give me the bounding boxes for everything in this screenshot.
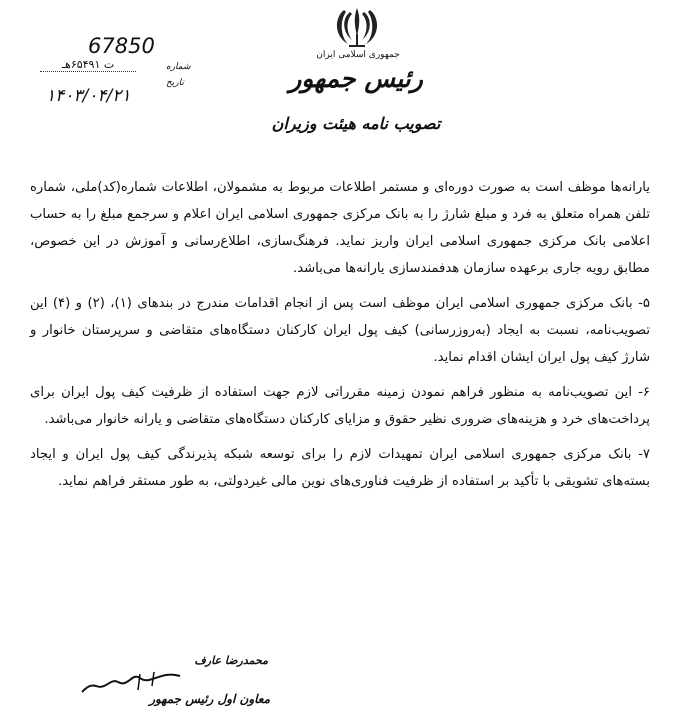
- signatory-title: معاون اول رئیس جمهور: [149, 692, 270, 706]
- signatory-name: محمدرضا عارف: [194, 654, 268, 667]
- paragraph-5: ۵- بانک مرکزی جمهوری اسلامی ایران موظف است پس از انجام اقدامات مندرج در بندهای (۱)، (۲) و (۴) این تصویب‌نامه، نسبت به ایجاد (به‌روزرسانی) کیف پول ایران کارکنان دستگاه‌های متقاضی و سرپرستان خانوار و شارژ کیف پول ایران ایشان اقدام نماید.: [30, 296, 650, 365]
- office-title: رئیس جمهور: [289, 64, 423, 93]
- document-date: ۱۴۰۳/۰۴/۲۱: [46, 86, 131, 106]
- paragraph-7: ۷- بانک مرکزی جمهوری اسلامی ایران تمهیدات لازم را برای توسعه شبکه پذیرندگی کیف پول ایران و ایجاد بسته‌های تشویقی با تأکید بر استفاده از ظرفیت فناوری‌های نوین مالی غیردولتی، به طور مستقر فراهم نماید.: [30, 447, 650, 489]
- country-name: جمهوری اسلامی ایران: [316, 50, 400, 60]
- national-emblem-icon: [332, 6, 382, 50]
- paragraph-6: ۶- این تصویب‌نامه به منظور فراهم نمودن زمینه مقرراتی لازم جهت استفاده از ظرفیت کیف پول ایران برای پرداخت‌های خرد و هزینه‌های ضروری نظیر حقوق و مزایای کارکنان دستگاه‌های متقاضی و یارانه خانوار می‌باشد.: [30, 385, 650, 427]
- document-subtitle: تصویب نامه هیئت وزیران: [271, 114, 441, 133]
- paragraph-1: یارانه‌ها موظف است به صورت دوره‌ای و مستمر اطلاعات مربوط به مشمولان، اطلاعات شماره(کد)ملی، شماره تلفن همراه متعلق به فرد و مبلغ شارژ را به بانک مرکزی جمهوری اسلامی ایران اعلام و سرجمع مبلغ را به حساب اعلامی بانک مرکزی جمهوری اسلامی ایران واریز نماید. فرهنگ‌سازی، اطلاع‌رسانی و آموزش در این خصوص، مطابق رویه جاری برعهده سازمان هدفمندسازی یارانه‌ها می‌باشد.: [30, 180, 650, 276]
- date-label: تاریخ: [166, 78, 184, 88]
- reference-number: ت ۶۵۴۹۱هـ: [40, 58, 136, 72]
- number-label: شماره: [166, 62, 191, 72]
- signature-block: [80, 654, 280, 718]
- document-meta: [18, 34, 198, 114]
- document-body: [30, 174, 650, 503]
- document-number: 67850: [88, 34, 155, 58]
